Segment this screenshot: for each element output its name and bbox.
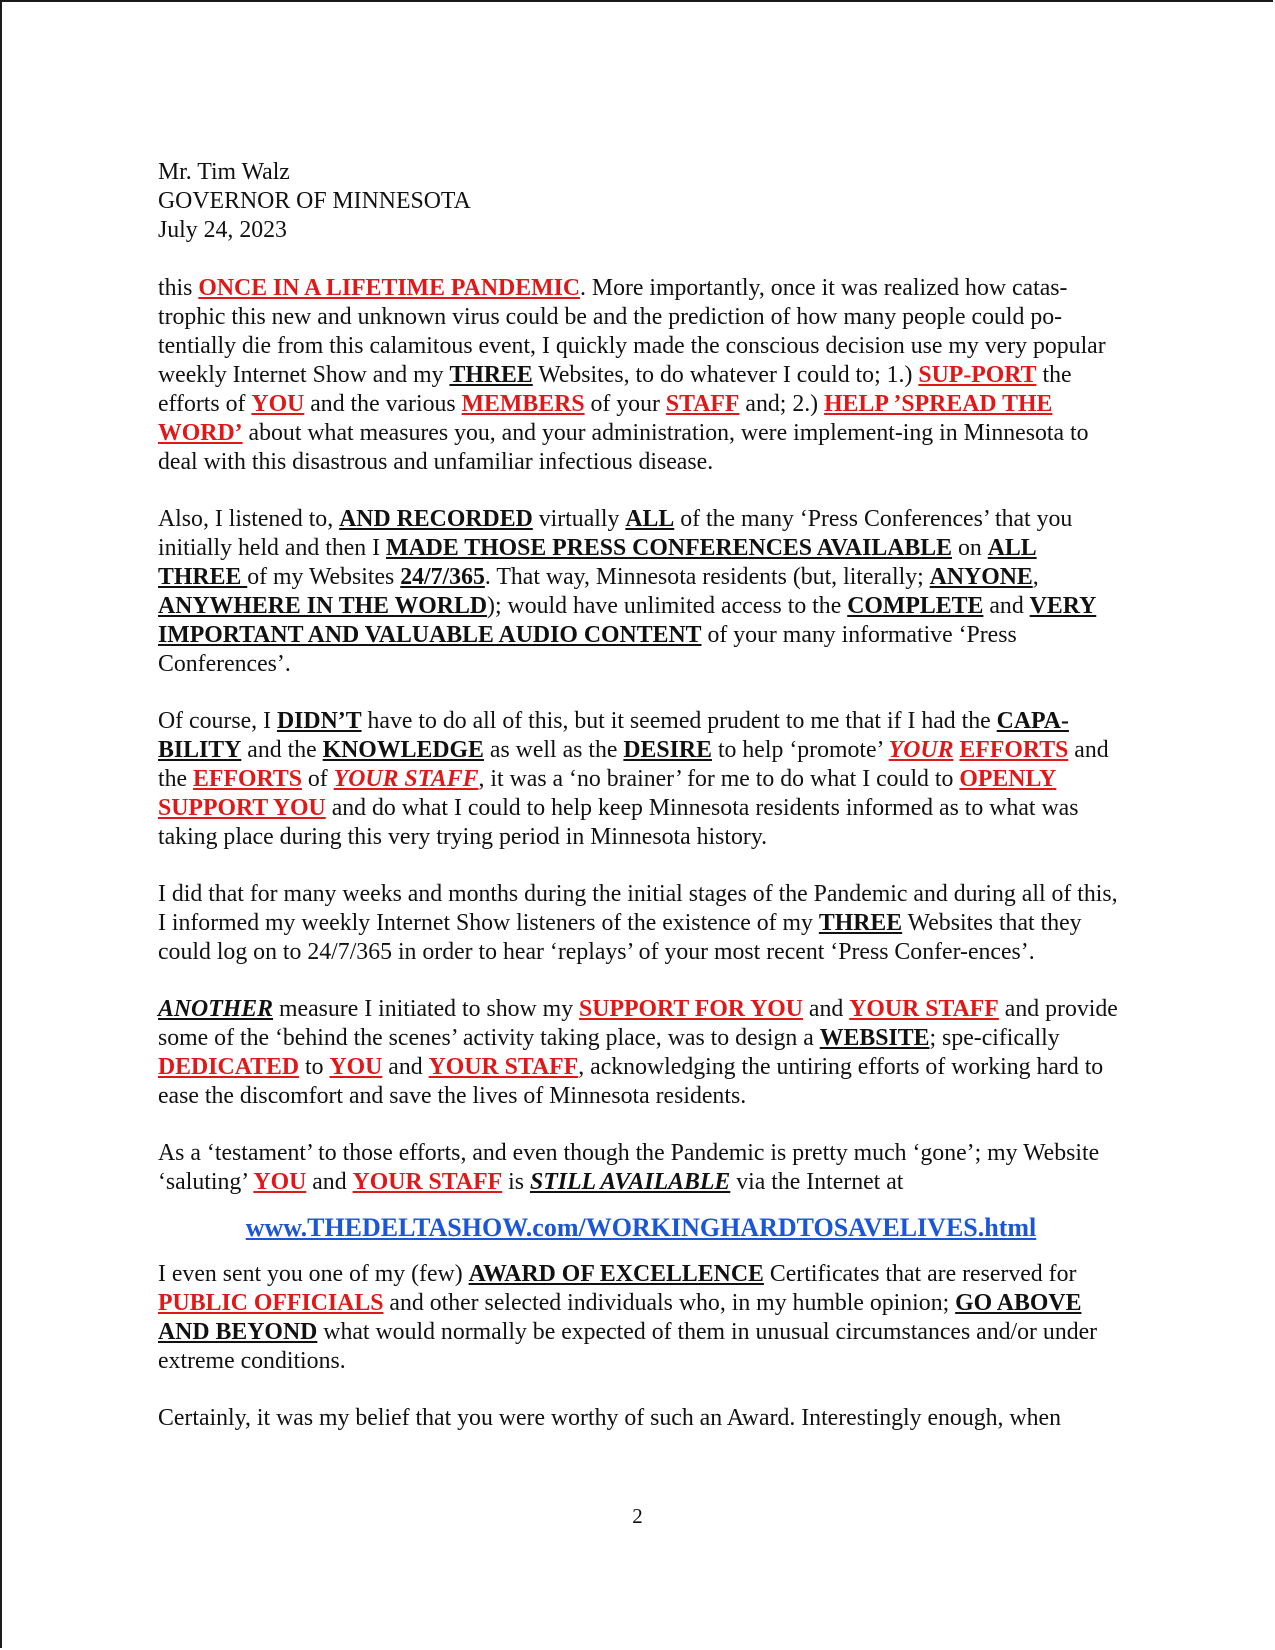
highlight-bold-text: MADE THOSE PRESS CONFERENCES AVAILABLE bbox=[386, 535, 952, 561]
highlight-bold-text: ANYONE bbox=[929, 564, 1033, 590]
highlight-bold-text: GO ABOVE AND BEYOND bbox=[158, 1290, 1082, 1345]
letter-date: July 24, 2023 bbox=[158, 217, 287, 243]
body-paragraph: I did that for many weeks and months during the initial stages of the Pandemic and during all of this, I informed my weekly Internet Show listeners of the existence of my THREE Websites that they could log on to 24/7/365 in order to hear ‘replays’ of your most recent ‘Press Confer-ences’. bbox=[158, 881, 1118, 965]
recipient-name: Mr. Tim Walz bbox=[158, 159, 290, 185]
highlight-red-text: YOUR STAFF bbox=[333, 766, 479, 792]
letter-body bbox=[158, 158, 1124, 1433]
highlight-bold-text: DESIRE bbox=[623, 737, 712, 763]
highlight-bold-text: VERY IMPORTANT AND VALUABLE AUDIO CONTENT bbox=[158, 593, 1097, 648]
body-paragraph: I even sent you one of my (few) AWARD OF EXCELLENCE Certificates that are reserved for PUBLIC OFFICIALS and other selected individuals who, in my humble opinion; GO ABOVE AND BEYOND what would normally be expected of them in unusual circumstances and/or under extreme conditions. bbox=[158, 1261, 1098, 1374]
highlight-bold-text: WEBSITE bbox=[819, 1025, 930, 1051]
highlight-bold-text: ANYWHERE IN THE WORLD bbox=[158, 593, 488, 619]
highlight-bold-text: ALL bbox=[625, 506, 675, 532]
body-paragraph: Certainly, it was my belief that you were worthy of such an Award. Interestingly enough, when bbox=[158, 1405, 1061, 1431]
body-paragraph: this ONCE IN A LIFETIME PANDEMIC. More importantly, once it was realized how catas-trophic this new and unknown virus could be and the prediction of how many people could po-tentially die from this calamitous event, I quickly made the conscious decision use my very popular weekly Internet Show and my THREE Websites, to do whatever I could to; 1.) SUP-PORT the efforts of YOU and the various MEMBERS of your STAFF and; 2.) HELP ’SPREAD THE WORD’ about what measures you, and your administration, were implement-ing in Minnesota to deal with this disastrous and unfamiliar infectious disease. bbox=[158, 275, 1106, 475]
recipient-title: GOVERNOR OF MINNESOTA bbox=[158, 188, 471, 214]
highlight-bold-text: DIDN’T bbox=[276, 708, 362, 734]
recipient-block bbox=[158, 158, 1124, 245]
highlight-red-text: EFFORTS bbox=[959, 737, 1069, 763]
highlight-bold-text: THREE bbox=[818, 910, 903, 936]
highlight-bold-text: STILL AVAILABLE bbox=[529, 1169, 731, 1195]
highlight-bold-text: COMPLETE bbox=[847, 593, 984, 619]
body-paragraph: As a ‘testament’ to those efforts, and even though the Pandemic is pretty much ‘gone’; my Website ‘saluting’ YOU and YOUR STAFF is STILL AVAILABLE via the Internet at bbox=[158, 1140, 1100, 1195]
highlight-bold-text: KNOWLEDGE bbox=[322, 737, 484, 763]
body-paragraph: Also, I listened to, AND RECORDED virtually ALL of the many ‘Press Conferences’ that you initially held and then I MADE THOSE PRESS CONFERENCES AVAILABLE on ALL THREE of my Websites 24/7/365. That way, Minnesota residents (but, literally; ANYONE, ANYWHERE IN THE WORLD); would have unlimited access to the COMPLETE and VERY IMPORTANT AND VALUABLE AUDIO CONTENT of your many informative ‘Press Conferences’. bbox=[158, 506, 1097, 677]
highlight-red-text: YOUR bbox=[888, 737, 954, 763]
highlight-bold-text: ANOTHER bbox=[158, 996, 274, 1022]
highlight-red-text: YOU bbox=[251, 391, 305, 417]
website-url-line bbox=[158, 1213, 1124, 1244]
highlight-red-text: SUPPORT FOR YOU bbox=[579, 996, 803, 1022]
body-paragraph: ANOTHER measure I initiated to show my SUPPORT FOR YOU and YOUR STAFF and provide some of the ‘behind the scenes’ activity taking place, was to design a WEBSITE; spe-cifically DEDICATED to YOU and YOUR STAFF, acknowledging the untiring efforts of working hard to ease the discomfort and save the lives of Minnesota residents. bbox=[158, 996, 1118, 1109]
highlight-bold-text: AWARD OF EXCELLENCE bbox=[468, 1261, 764, 1287]
highlight-red-text: YOUR STAFF bbox=[428, 1054, 579, 1080]
page-number: 2 bbox=[632, 1504, 643, 1528]
highlight-red-text: YOUR STAFF bbox=[352, 1169, 503, 1195]
highlight-bold-text: AND RECORDED bbox=[339, 506, 533, 532]
highlight-red-text: EFFORTS bbox=[193, 766, 302, 792]
highlight-red-text: DEDICATED bbox=[158, 1054, 300, 1080]
highlight-red-text: OPENLY SUPPORT YOU bbox=[158, 766, 1057, 821]
website-link[interactable]: www.THEDELTASHOW.com/WORKINGHARDTOSAVELIVES.html bbox=[245, 1213, 1037, 1242]
highlight-bold-text: CAPA-BILITY bbox=[158, 708, 1069, 763]
highlight-red-text: ONCE IN A LIFETIME PANDEMIC bbox=[198, 275, 581, 301]
highlight-red-text: SUP-PORT bbox=[918, 362, 1037, 388]
highlight-red-text: STAFF bbox=[665, 391, 740, 417]
body-paragraph: Of course, I DIDN’T have to do all of this, but it seemed prudent to me that if I had the CAPA-BILITY and the KNOWLEDGE as well as the DESIRE to help ‘promote’ YOUR EFFORTS and the EFFORTS of YOUR STAFF, it was a ‘no brainer’ for me to do what I could to OPENLY SUPPORT YOU and do what I could to help keep Minnesota residents informed as to what was taking place during this very trying period in Minnesota history. bbox=[158, 708, 1109, 850]
highlight-bold-text: 24/7/365 bbox=[400, 564, 485, 590]
highlight-red-text: YOU bbox=[329, 1054, 383, 1080]
highlight-red-text: MEMBERS bbox=[461, 391, 585, 417]
highlight-red-text: PUBLIC OFFICIALS bbox=[158, 1290, 384, 1316]
highlight-red-text: YOUR STAFF bbox=[849, 996, 999, 1022]
highlight-bold-text: THREE bbox=[449, 362, 533, 388]
highlight-bold-text: ALL THREE bbox=[158, 535, 1037, 590]
highlight-red-text: YOU bbox=[253, 1169, 307, 1195]
highlight-red-text: HELP ’SPREAD THE WORD’ bbox=[158, 391, 1053, 446]
